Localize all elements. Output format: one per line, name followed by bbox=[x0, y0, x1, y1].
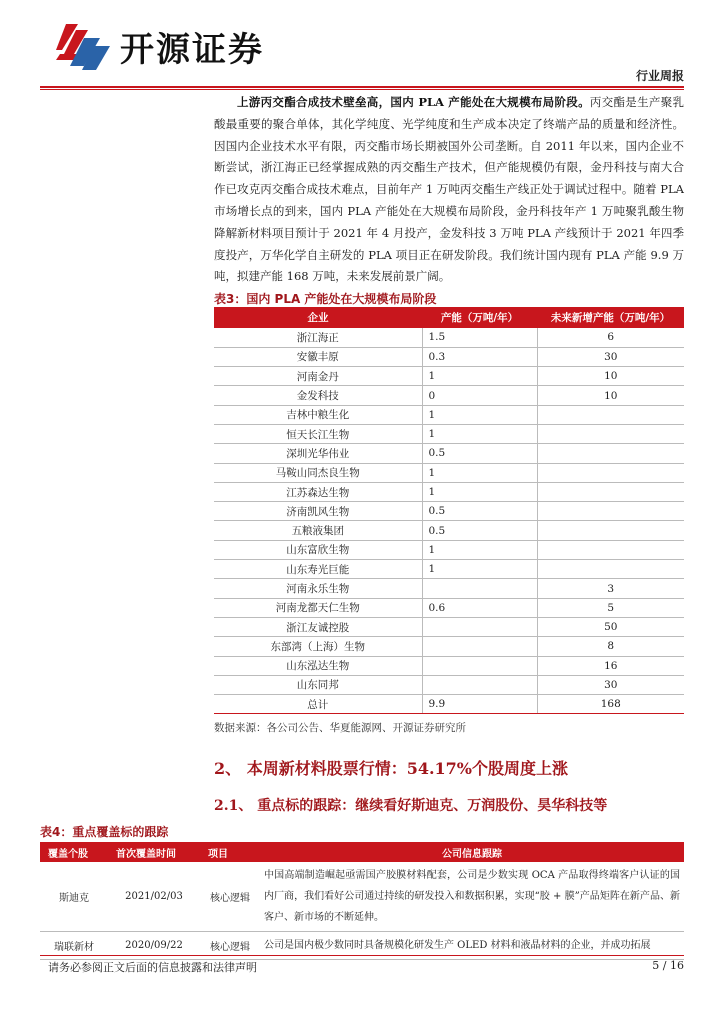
cell-company: 浙江海正 bbox=[214, 328, 422, 347]
section-2-1-heading: 2.1、 重点标的跟踪：继续看好斯迪克、万润股份、昊华科技等 bbox=[214, 798, 608, 814]
table-row bbox=[214, 656, 684, 675]
cell-capacity: 0.5 bbox=[422, 502, 537, 521]
cell-future-capacity: 50 bbox=[537, 617, 684, 636]
cell-capacity bbox=[422, 675, 537, 694]
cell-capacity: 1 bbox=[422, 405, 537, 424]
table-row bbox=[214, 695, 684, 714]
table-row bbox=[214, 560, 684, 579]
table-row bbox=[214, 424, 684, 443]
table-row bbox=[214, 521, 684, 540]
table-row bbox=[214, 386, 684, 405]
header-divider bbox=[40, 86, 684, 88]
cell-future-capacity: 6 bbox=[537, 328, 684, 347]
col-first-coverage: 首次覆盖时间 bbox=[108, 842, 200, 862]
cell-company: 河南金丹 bbox=[214, 367, 422, 386]
table-header-row bbox=[214, 307, 684, 328]
cell-capacity: 9.9 bbox=[422, 695, 537, 714]
cell-future-capacity bbox=[537, 560, 684, 579]
cell-name: 瑞联新材 bbox=[40, 932, 108, 960]
cell-future-capacity: 10 bbox=[537, 367, 684, 386]
cell-company: 山东寿光巨能 bbox=[214, 560, 422, 579]
brand-name: 开源证券 bbox=[120, 29, 264, 70]
col-capacity: 产能（万吨/年） bbox=[422, 307, 537, 328]
cell-capacity: 1 bbox=[422, 540, 537, 559]
cell-capacity bbox=[422, 617, 537, 636]
cell-future-capacity bbox=[537, 521, 684, 540]
cell-capacity: 1.5 bbox=[422, 328, 537, 347]
cell-capacity: 0.5 bbox=[422, 521, 537, 540]
cell-item: 核心逻辑 bbox=[200, 862, 260, 932]
page-number: 5 / 16 bbox=[652, 959, 684, 972]
cell-capacity: 0.5 bbox=[422, 444, 537, 463]
table3-title: 表3：国内 PLA 产能处在大规模布局阶段 bbox=[214, 292, 437, 306]
cell-capacity: 0.6 bbox=[422, 598, 537, 617]
table-row bbox=[214, 617, 684, 636]
cell-company: 马鞍山同杰良生物 bbox=[214, 463, 422, 482]
table-row bbox=[214, 502, 684, 521]
cell-capacity: 1 bbox=[422, 367, 537, 386]
cell-future-capacity: 10 bbox=[537, 386, 684, 405]
cell-future-capacity: 3 bbox=[537, 579, 684, 598]
table-row bbox=[214, 405, 684, 424]
table-row bbox=[214, 463, 684, 482]
table-header-row bbox=[40, 842, 684, 862]
cell-company: 江苏森达生物 bbox=[214, 482, 422, 501]
cell-item: 核心逻辑 bbox=[200, 932, 260, 960]
cell-company: 济南凯风生物 bbox=[214, 502, 422, 521]
brand-logo bbox=[56, 20, 264, 72]
cell-company: 五粮液集团 bbox=[214, 521, 422, 540]
cell-name: 斯迪克 bbox=[40, 862, 108, 932]
cell-company: 总计 bbox=[214, 695, 422, 714]
table-row bbox=[214, 367, 684, 386]
col-item: 项目 bbox=[200, 842, 260, 862]
brand-logo-icon bbox=[56, 20, 112, 72]
table-row bbox=[214, 637, 684, 656]
footer-disclaimer: 请务必参阅正文后面的信息披露和法律声明 bbox=[48, 961, 257, 974]
table3-source: 数据来源：各公司公告、华夏能源网、开源证券研究所 bbox=[214, 722, 466, 734]
cell-company: 深圳光华伟业 bbox=[214, 444, 422, 463]
table-row bbox=[214, 482, 684, 501]
cell-future-capacity: 5 bbox=[537, 598, 684, 617]
intro-lead: 上游丙交酯合成技术壁垒高，国内 PLA 产能处在大规模布局阶段。 bbox=[237, 95, 590, 109]
cell-capacity bbox=[422, 579, 537, 598]
cell-capacity: 0.3 bbox=[422, 347, 537, 366]
table-row bbox=[214, 675, 684, 694]
cell-company: 山东同邦 bbox=[214, 675, 422, 694]
col-company-info: 公司信息跟踪 bbox=[260, 842, 684, 862]
page-header bbox=[0, 0, 724, 95]
footer-divider bbox=[40, 955, 684, 956]
cell-date: 2020/09/22 bbox=[108, 932, 200, 960]
cell-company: 恒天长江生物 bbox=[214, 424, 422, 443]
cell-company: 山东泓达生物 bbox=[214, 656, 422, 675]
table-row bbox=[214, 598, 684, 617]
cell-future-capacity bbox=[537, 444, 684, 463]
intro-paragraph bbox=[214, 92, 684, 288]
cell-info: 中国高端制造崛起亟需国产胶膜材料配套，公司是少数实现 OCA 产品取得终端客户认证的国内厂商，我们看好公司通过持续的研发投入和数据积累，实现“胶 + 膜”产品矩阵在新产品、新客户、新市场的不断延伸。 bbox=[260, 862, 684, 932]
cell-company: 河南永乐生物 bbox=[214, 579, 422, 598]
cell-capacity bbox=[422, 637, 537, 656]
cell-future-capacity: 16 bbox=[537, 656, 684, 675]
cell-capacity: 0 bbox=[422, 386, 537, 405]
cell-company: 河南龙都天仁生物 bbox=[214, 598, 422, 617]
cell-company: 山东富欣生物 bbox=[214, 540, 422, 559]
cell-info: 公司是国内极少数同时具备规模化研发生产 OLED 材料和液晶材料的企业，并成功拓展 bbox=[260, 932, 684, 960]
cell-company: 东部湾（上海）生物 bbox=[214, 637, 422, 656]
cell-company: 浙江友诚控股 bbox=[214, 617, 422, 636]
report-type: 行业周报 bbox=[635, 69, 684, 83]
col-stock: 覆盖个股 bbox=[40, 842, 108, 862]
cell-company: 安徽丰原 bbox=[214, 347, 422, 366]
table-row bbox=[214, 444, 684, 463]
coverage-table bbox=[40, 842, 684, 960]
table-row bbox=[214, 540, 684, 559]
cell-future-capacity: 30 bbox=[537, 675, 684, 694]
cell-date: 2021/02/03 bbox=[108, 862, 200, 932]
cell-future-capacity: 168 bbox=[537, 695, 684, 714]
pla-capacity-table bbox=[214, 307, 684, 714]
cell-future-capacity bbox=[537, 502, 684, 521]
cell-capacity bbox=[422, 656, 537, 675]
table-row bbox=[40, 862, 684, 932]
cell-capacity: 1 bbox=[422, 424, 537, 443]
cell-future-capacity bbox=[537, 424, 684, 443]
col-company: 企业 bbox=[214, 307, 422, 328]
cell-future-capacity bbox=[537, 540, 684, 559]
table-row bbox=[214, 347, 684, 366]
cell-capacity: 1 bbox=[422, 482, 537, 501]
cell-company: 金发科技 bbox=[214, 386, 422, 405]
cell-future-capacity: 8 bbox=[537, 637, 684, 656]
cell-future-capacity: 30 bbox=[537, 347, 684, 366]
cell-future-capacity bbox=[537, 482, 684, 501]
header-divider-thin bbox=[40, 89, 684, 90]
intro-body: 丙交酯是生产聚乳酸最重要的聚合单体，其化学纯度、光学纯度和生产成本决定了终端产品的质量和经济性。因国内企业技术水平有限，丙交酯市场长期被国外公司垄断。自 2011 年以来，国内企业不断尝试，浙江海正已经掌握成熟的丙交酯生产技术，但产能规模仍有限，金丹科技与南大合作已攻克丙交酯合成技术难点，目前年产 1 万吨丙交酯生产线正处于调试过程中。随着 PLA 市场增长点的到来，国内 PLA 产能处在大规模布局阶段，金丹科技年产 1 万吨聚乳酸生物降解新材料项目预计于 2021 年 4 月投产，金发科技 3 万吨 PLA 产线预计于 2021 年四季度投产，万华化学自主研发的 PLA 项目正在研发阶段。我们统计国内现有 PLA 产能 9.9 万吨，拟建产能 168 万吨，未来发展前景广阔。 bbox=[214, 95, 684, 284]
table-row bbox=[214, 328, 684, 347]
section-2-heading: 2、 本周新材料股票行情：54.17%个股周度上涨 bbox=[214, 759, 569, 778]
table-row bbox=[214, 579, 684, 598]
cell-company: 吉林中粮生化 bbox=[214, 405, 422, 424]
cell-capacity: 1 bbox=[422, 560, 537, 579]
table4-title: 表4：重点覆盖标的跟踪 bbox=[40, 825, 169, 839]
col-future-capacity: 未来新增产能（万吨/年） bbox=[537, 307, 684, 328]
cell-future-capacity bbox=[537, 405, 684, 424]
cell-future-capacity bbox=[537, 463, 684, 482]
cell-capacity: 1 bbox=[422, 463, 537, 482]
